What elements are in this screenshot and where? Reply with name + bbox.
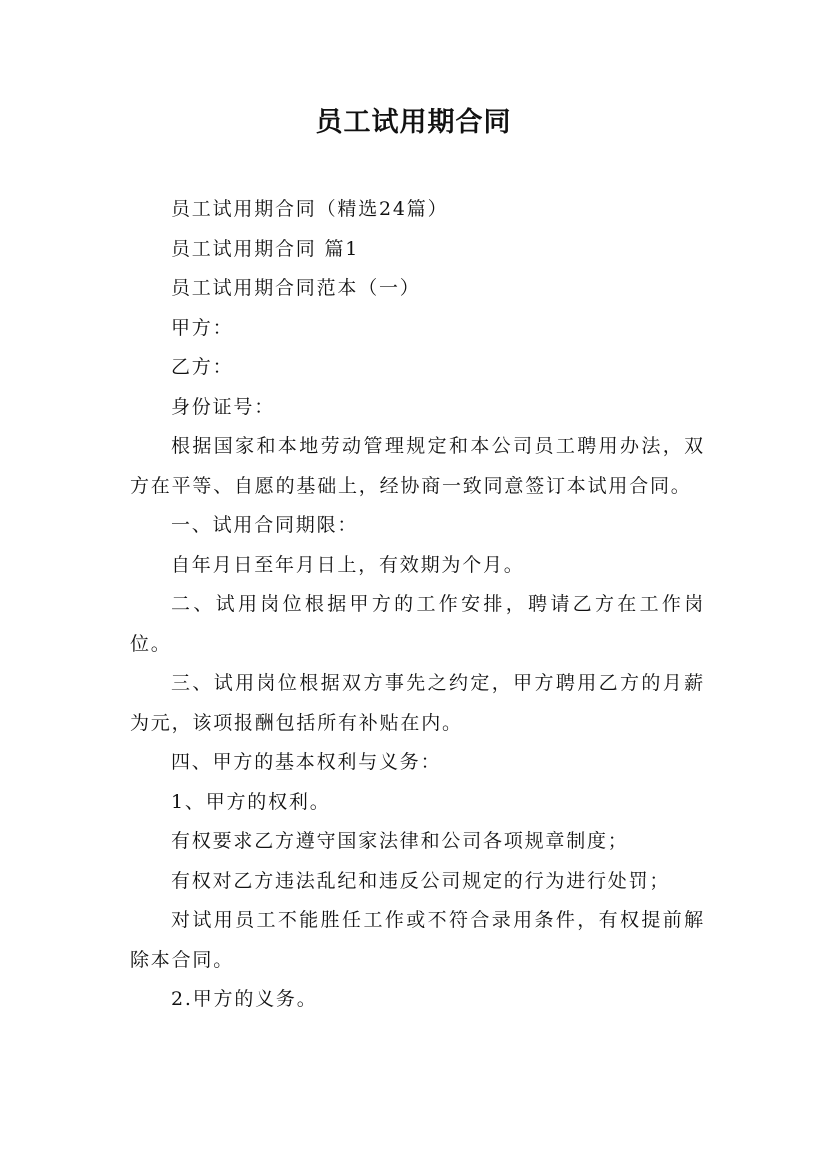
paragraph-section-heading: 员工试用期合同 篇1: [171, 237, 360, 260]
paragraph-clause-1: 一、试用合同期限：: [171, 514, 359, 536]
paragraph-clause-2: 二、试用岗位根据甲方的工作安排，聘请乙方在工作岗位。: [130, 593, 705, 655]
paragraph-party-a: 甲方：: [171, 316, 234, 339]
paragraph-preamble: 根据国家和本地劳动管理规定和本公司员工聘用办法，双方在平等、自愿的基础上，经协商一致同意签订本试用合同。: [130, 435, 705, 497]
document-title: 员工试用期合同: [315, 107, 512, 138]
paragraph-template-heading: 员工试用期合同范本（一）: [171, 277, 421, 299]
paragraph-right-2: 有权对乙方违法乱纪和违反公司规定的行为进行处罚；: [171, 869, 671, 892]
paragraph-right-3: 对试用员工不能胜任工作或不符合录用条件，有权提前解除本合同。: [130, 909, 705, 971]
paragraph-clause-3: 三、试用岗位根据双方事先之约定，甲方聘用乙方的月薪为元，该项报酬包括所有补贴在内。: [130, 672, 705, 734]
paragraph-subtitle: 员工试用期合同（精选24篇）: [171, 198, 449, 220]
paragraph-party-b: 乙方：: [171, 356, 234, 378]
paragraph-clause-1-term: 自年月日至年月日上，有效期为个月。: [171, 553, 525, 576]
paragraph-right-1: 有权要求乙方遵守国家法律和公司各项规章制度；: [171, 830, 629, 852]
paragraph-rights-heading: 1、甲方的权利。: [171, 790, 331, 813]
paragraph-obligations-heading: 2.甲方的义务。: [171, 988, 318, 1010]
document-body: [130, 190, 705, 1020]
paragraph-id-number: 身份证号：: [171, 395, 276, 418]
paragraph-clause-4: 四、甲方的基本权利与义务：: [171, 751, 442, 773]
